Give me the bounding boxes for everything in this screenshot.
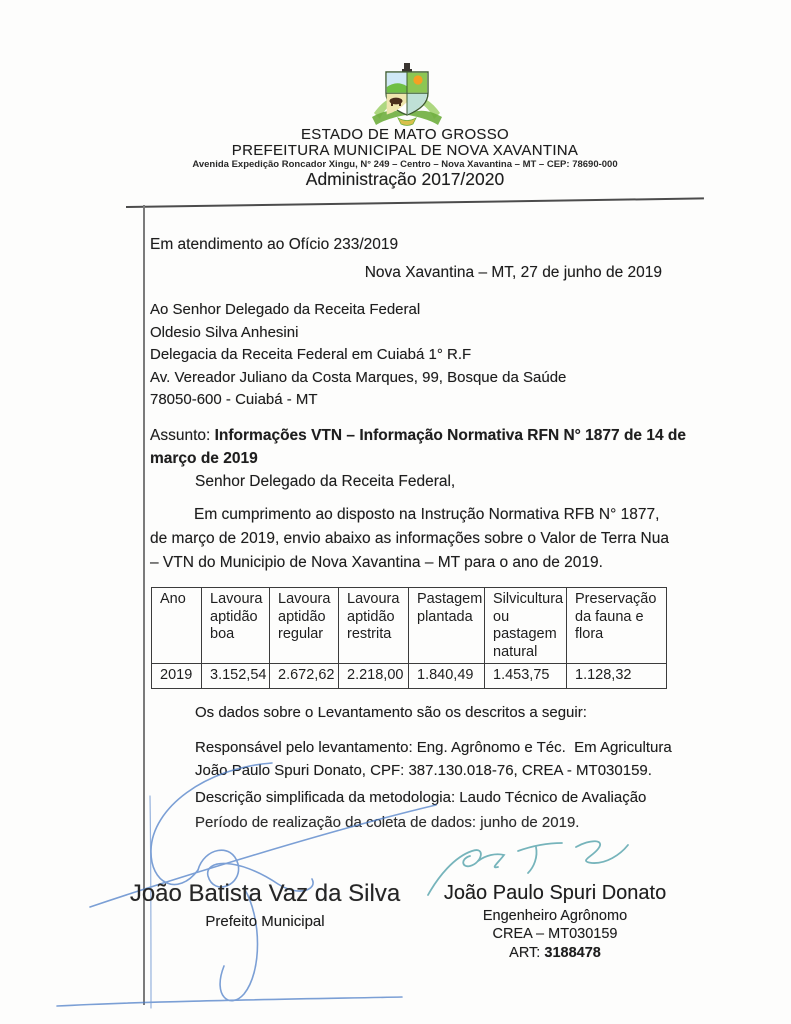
- subject-label: Assunto:: [150, 427, 215, 444]
- table-header-cell: Ano: [152, 588, 202, 664]
- signer-right-crea: CREA – MT030159: [492, 926, 618, 942]
- dateline: Nova Xavantina – MT, 27 de junho de 2019: [364, 264, 662, 281]
- recipient-line: Av. Vereador Juliano da Costa Marques, 99, Bosque da Saúde: [150, 368, 567, 386]
- letterhead-administration: Administração 2017/2020: [305, 169, 505, 189]
- table-cell: 1.453,75: [485, 664, 567, 689]
- letterhead-state: ESTADO DE MATO GROSSO: [301, 126, 509, 143]
- table-cell: 3.152,54: [202, 664, 270, 689]
- signer-right-name: João Paulo Spuri Donato: [443, 882, 667, 904]
- survey-period: Período de realização da coleta de dados: junho de 2019.: [195, 814, 580, 831]
- recipient-line: Ao Senhor Delegado da Receita Federal: [150, 301, 421, 318]
- table-header-cell: Lavoura aptidão regular: [270, 588, 339, 664]
- subject-text: Informações VTN – Informação Normativa RFN N° 1877 de 14 de março de 2019: [150, 427, 686, 467]
- table-header-cell: Preservação da fauna e flora: [567, 588, 667, 664]
- signer-right-art: [425, 945, 685, 961]
- table-cell: 1.128,32: [567, 664, 667, 689]
- table-header-cell: Pastagem plantada: [409, 588, 485, 664]
- table-cell: 2019: [152, 664, 202, 689]
- recipient-line: Delegacia da Receita Federal em Cuiabá 1° R.F: [150, 346, 472, 363]
- table-header-cell: Silvicultura ou pastagem natural: [485, 588, 567, 664]
- table-header-cell: Lavoura aptidão restrita: [339, 588, 409, 664]
- signer-right-role: Engenheiro Agrônomo: [482, 908, 628, 924]
- table-cell: 2.218,00: [339, 664, 409, 689]
- survey-methodology: Descrição simplificada da metodologia: Laudo Técnico de Avaliação: [195, 789, 647, 806]
- recipient-line: 78050-600 - Cuiabá - MT: [150, 391, 318, 408]
- survey-responsible: Responsável pelo levantamento: Eng. Agrônomo e Téc. Em Agricultura João Paulo Spuri Donato, CPF: 387.130.018-76, CREA - MT030159.: [195, 739, 676, 779]
- letterhead-municipality: PREFEITURA MUNICIPAL DE NOVA XAVANTINA: [231, 142, 579, 159]
- table-cell: 2.672,62: [270, 664, 339, 689]
- reference-line: Em atendimento ao Ofício 233/2019: [150, 236, 399, 253]
- art-number: 3188478: [544, 945, 601, 961]
- signer-left-name: João Batista Vaz da Silva: [129, 880, 401, 907]
- survey-intro: Os dados sobre o Levantamento são os descritos a seguir:: [195, 704, 587, 721]
- table-header-cell: Lavoura aptidão boa: [202, 588, 270, 664]
- table-cell: 1.840,49: [409, 664, 485, 689]
- salutation: Senhor Delegado da Receita Federal,: [195, 473, 456, 490]
- letterhead-address: Avenida Expedição Roncador Xingu, N° 249 – Centro – Nova Xavantina – MT – CEP: 78690-000: [192, 159, 618, 170]
- body-paragraph: Em cumprimento ao disposto na Instrução Normativa RFB N° 1877, de março de 2019, envio abaixo as informações sobre o Valor de Terra Nua – VTN do Municipio de Nova Xavantina – MT para o ano de 2019.: [150, 506, 669, 571]
- signer-left-title: Prefeito Municipal: [205, 913, 325, 930]
- art-label: ART:: [509, 945, 545, 961]
- recipient-line: Oldesio Silva Anhesini: [150, 323, 299, 341]
